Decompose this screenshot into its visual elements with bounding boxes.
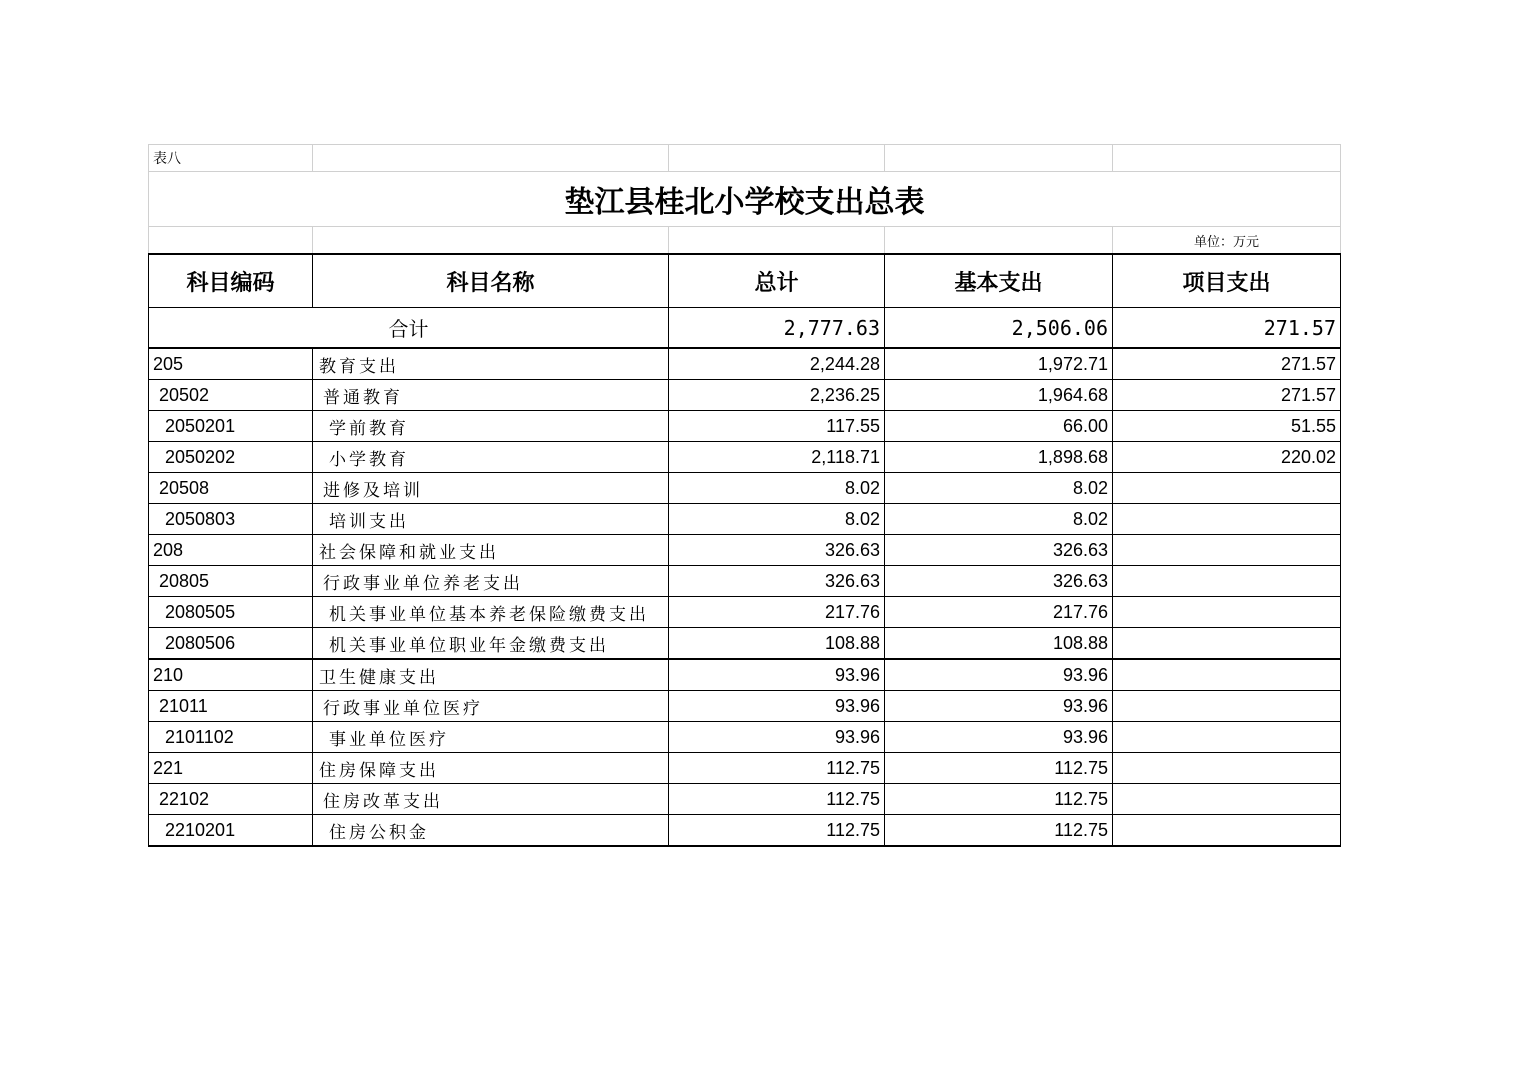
total-project: 271.57 xyxy=(1113,308,1341,349)
table-row xyxy=(149,659,1341,691)
table-row xyxy=(149,784,1341,815)
row-basic: 8.02 xyxy=(885,473,1113,504)
row-name: 进修及培训 xyxy=(313,473,669,504)
row-basic: 326.63 xyxy=(885,566,1113,597)
row-project: 271.57 xyxy=(1113,380,1341,411)
row-code: 208 xyxy=(149,535,313,566)
row-code: 20805 xyxy=(149,566,313,597)
row-total: 108.88 xyxy=(669,628,885,660)
row-basic: 1,964.68 xyxy=(885,380,1113,411)
row-project xyxy=(1113,597,1341,628)
table-row xyxy=(149,473,1341,504)
table-row xyxy=(149,722,1341,753)
table-row xyxy=(149,442,1341,473)
row-code: 2101102 xyxy=(149,722,313,753)
row-name: 住房保障支出 xyxy=(313,753,669,784)
row-total: 2,118.71 xyxy=(669,442,885,473)
row-name: 普通教育 xyxy=(313,380,669,411)
row-project xyxy=(1113,691,1341,722)
row-name: 卫生健康支出 xyxy=(313,659,669,691)
unit-row xyxy=(149,227,1341,255)
total-basic: 2,506.06 xyxy=(885,308,1113,349)
row-code: 2050803 xyxy=(149,504,313,535)
row-code: 2050202 xyxy=(149,442,313,473)
row-project xyxy=(1113,566,1341,597)
row-name: 培训支出 xyxy=(313,504,669,535)
table-row xyxy=(149,504,1341,535)
total-label: 合计 xyxy=(149,308,669,349)
row-name: 机关事业单位职业年金缴费支出 xyxy=(313,628,669,660)
table-row xyxy=(149,566,1341,597)
row-project: 51.55 xyxy=(1113,411,1341,442)
header-total: 总计 xyxy=(669,254,885,308)
row-project xyxy=(1113,473,1341,504)
table-row xyxy=(149,380,1341,411)
table-row xyxy=(149,691,1341,722)
row-project xyxy=(1113,815,1341,847)
row-project: 220.02 xyxy=(1113,442,1341,473)
row-name: 学前教育 xyxy=(313,411,669,442)
table-number-row xyxy=(149,145,1341,172)
row-code: 2210201 xyxy=(149,815,313,847)
row-project xyxy=(1113,722,1341,753)
row-code: 21011 xyxy=(149,691,313,722)
row-basic: 1,898.68 xyxy=(885,442,1113,473)
row-basic: 93.96 xyxy=(885,659,1113,691)
title-row xyxy=(149,172,1341,227)
row-basic: 93.96 xyxy=(885,722,1113,753)
row-project xyxy=(1113,784,1341,815)
row-basic: 326.63 xyxy=(885,535,1113,566)
row-total: 112.75 xyxy=(669,815,885,847)
row-project: 271.57 xyxy=(1113,348,1341,380)
row-basic: 8.02 xyxy=(885,504,1113,535)
row-code: 210 xyxy=(149,659,313,691)
row-total: 112.75 xyxy=(669,753,885,784)
row-total: 93.96 xyxy=(669,659,885,691)
row-basic: 112.75 xyxy=(885,815,1113,847)
expenditure-table xyxy=(148,144,1341,847)
row-project xyxy=(1113,628,1341,660)
row-total: 217.76 xyxy=(669,597,885,628)
row-basic: 108.88 xyxy=(885,628,1113,660)
row-code: 2080506 xyxy=(149,628,313,660)
row-total: 117.55 xyxy=(669,411,885,442)
row-basic: 112.75 xyxy=(885,753,1113,784)
total-row xyxy=(149,308,1341,349)
row-name: 机关事业单位基本养老保险缴费支出 xyxy=(313,597,669,628)
table-row xyxy=(149,597,1341,628)
table-number: 表八 xyxy=(149,145,313,172)
row-total: 8.02 xyxy=(669,504,885,535)
row-basic: 1,972.71 xyxy=(885,348,1113,380)
row-name: 社会保障和就业支出 xyxy=(313,535,669,566)
row-project xyxy=(1113,753,1341,784)
row-total: 326.63 xyxy=(669,535,885,566)
table-row xyxy=(149,348,1341,380)
row-total: 93.96 xyxy=(669,691,885,722)
row-name: 行政事业单位医疗 xyxy=(313,691,669,722)
row-total: 8.02 xyxy=(669,473,885,504)
row-code: 221 xyxy=(149,753,313,784)
row-code: 2080505 xyxy=(149,597,313,628)
row-total: 2,236.25 xyxy=(669,380,885,411)
row-name: 住房改革支出 xyxy=(313,784,669,815)
row-project xyxy=(1113,535,1341,566)
row-code: 20502 xyxy=(149,380,313,411)
row-total: 93.96 xyxy=(669,722,885,753)
table-row xyxy=(149,628,1341,660)
row-project xyxy=(1113,659,1341,691)
row-code: 205 xyxy=(149,348,313,380)
header-row xyxy=(149,254,1341,308)
row-total: 2,244.28 xyxy=(669,348,885,380)
row-basic: 93.96 xyxy=(885,691,1113,722)
table-row xyxy=(149,535,1341,566)
row-total: 112.75 xyxy=(669,784,885,815)
header-code: 科目编码 xyxy=(149,254,313,308)
header-project: 项目支出 xyxy=(1113,254,1341,308)
row-basic: 112.75 xyxy=(885,784,1113,815)
table-row xyxy=(149,411,1341,442)
page-title: 垫江县桂北小学校支出总表 xyxy=(149,172,1341,227)
row-name: 小学教育 xyxy=(313,442,669,473)
row-basic: 217.76 xyxy=(885,597,1113,628)
table-body xyxy=(149,348,1341,846)
table-row xyxy=(149,753,1341,784)
unit-label: 单位：万元 xyxy=(1113,227,1341,255)
header-basic: 基本支出 xyxy=(885,254,1113,308)
row-basic: 66.00 xyxy=(885,411,1113,442)
row-code: 2050201 xyxy=(149,411,313,442)
row-code: 22102 xyxy=(149,784,313,815)
row-name: 住房公积金 xyxy=(313,815,669,847)
table-row xyxy=(149,815,1341,847)
row-name: 教育支出 xyxy=(313,348,669,380)
total-amount: 2,777.63 xyxy=(669,308,885,349)
row-total: 326.63 xyxy=(669,566,885,597)
row-name: 事业单位医疗 xyxy=(313,722,669,753)
row-name: 行政事业单位养老支出 xyxy=(313,566,669,597)
row-project xyxy=(1113,504,1341,535)
header-name: 科目名称 xyxy=(313,254,669,308)
row-code: 20508 xyxy=(149,473,313,504)
